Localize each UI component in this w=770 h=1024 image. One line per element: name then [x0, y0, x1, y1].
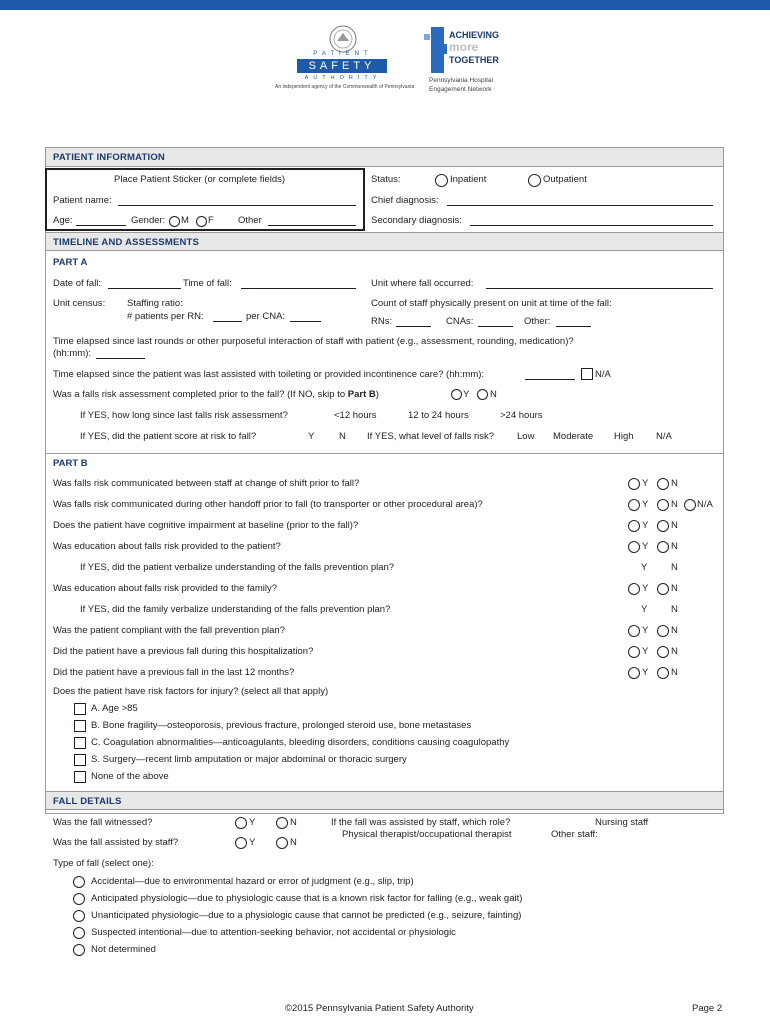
part-b-y-label: Y — [642, 583, 649, 594]
risk-factors-q: Does the patient have risk factors for injury? (select all that apply) — [53, 686, 329, 697]
level-low[interactable]: Low — [517, 431, 535, 442]
patient-name-field[interactable] — [118, 205, 356, 206]
part-b-y-label[interactable]: Y — [641, 604, 648, 615]
part-b-n-radio[interactable] — [657, 625, 669, 637]
time-elapsed-rounds-text: Time elapsed since last rounds or other purposeful interaction of staff with patient (e.g., assessment, rounding, medication)? — [53, 336, 574, 347]
part-b-question: Was education about falls risk provided to the family? — [53, 583, 278, 594]
part-b-y-radio[interactable] — [628, 646, 640, 658]
part-b-question: Was the patient compliant with the fall prevention plan? — [53, 625, 286, 636]
assisted-n-radio[interactable] — [276, 837, 288, 849]
risk-assessment-n-label: N — [490, 389, 497, 400]
toileting-na-checkbox[interactable] — [581, 368, 593, 380]
fall-type-radio[interactable] — [73, 910, 85, 922]
chief-diagnosis-label: Chief diagnosis: — [371, 195, 439, 206]
per-cna-label: per CNA: — [246, 311, 286, 322]
hen-sub1: Pennsylvania Hospital — [429, 77, 493, 84]
count-staff-label: Count of staff physically present on unit at time of the fall: — [371, 298, 612, 309]
patients-per-rn-label: # patients per RN: — [127, 311, 204, 322]
part-b-n-label: N — [671, 520, 678, 531]
h12-24-option[interactable]: 12 to 24 hours — [408, 410, 469, 421]
staffing-ratio-label: Staffing ratio: — [127, 298, 183, 309]
cnas-label: CNAs: — [446, 316, 474, 327]
hen-line2: more — [449, 40, 479, 54]
part-b-n-radio[interactable] — [657, 541, 669, 553]
part-b-na-label: N/A — [697, 499, 713, 510]
role-nursing[interactable]: Nursing staff — [595, 817, 649, 828]
rns-field[interactable] — [396, 326, 431, 327]
timeline-header: TIMELINE AND ASSESSMENTS — [46, 232, 723, 251]
unit-census-label: Unit census: — [53, 298, 106, 309]
risk-factor-checkbox[interactable] — [74, 754, 86, 766]
part-b-question: Was falls risk communicated during other handoff prior to fall (to transporter or other procedural area)? — [53, 499, 483, 510]
part-b-y-label: Y — [642, 541, 649, 552]
part-b-n-label: N — [671, 646, 678, 657]
risk-factor-checkbox[interactable] — [74, 720, 86, 732]
witnessed-n-radio[interactable] — [276, 817, 288, 829]
risk-factor-checkbox[interactable] — [74, 771, 86, 783]
score-risk-y[interactable]: Y — [308, 431, 315, 442]
secondary-diagnosis-field[interactable] — [470, 225, 713, 226]
psa-top-text: PATIENT — [313, 51, 373, 57]
part-b-y-label[interactable]: Y — [641, 562, 648, 573]
time-elapsed-rounds-field[interactable] — [96, 358, 145, 359]
witnessed-q: Was the fall witnessed? — [53, 817, 153, 828]
lt12-option[interactable]: <12 hours — [334, 410, 377, 421]
gender-other-label: Other — [238, 215, 262, 226]
fall-type-radio[interactable] — [73, 893, 85, 905]
part-b-y-label: Y — [642, 625, 649, 636]
part-b-question: Was falls risk communicated between staff at change of shift prior to fall? — [53, 478, 360, 489]
secondary-diagnosis-label: Secondary diagnosis: — [371, 215, 462, 226]
part-b-y-radio[interactable] — [628, 541, 640, 553]
level-q: If YES, what level of falls risk? — [367, 431, 495, 442]
risk-factor-label: S. Surgery—recent limb amputation or major abdominal or thoracic surgery — [91, 754, 407, 765]
part-b-n-label: N — [671, 625, 678, 636]
risk-factor-label: C. Coagulation abnormalities—anticoagulants, bleeding disorders, conditions causing coagulopathy — [91, 737, 510, 748]
part-b-y-radio[interactable] — [628, 499, 640, 511]
time-elapsed-toileting-text: Time elapsed since the patient was last assisted with toileting or provided incontinence care? (hh:mm): — [53, 369, 485, 380]
fall-type-label: Not determined — [91, 944, 156, 955]
part-b-na-radio[interactable] — [684, 499, 696, 511]
fall-type-radio[interactable] — [73, 927, 85, 939]
part-b-y-label: Y — [642, 667, 649, 678]
part-b-n-label: N — [671, 541, 678, 552]
part-b-n-label[interactable]: N — [671, 562, 678, 573]
per-cna-field[interactable] — [290, 321, 321, 322]
outpatient-label: Outpatient — [543, 174, 587, 185]
part-b-question: If YES, did the family verbalize understanding of the falls prevention plan? — [80, 604, 391, 615]
assisted-n-label: N — [290, 837, 297, 848]
risk-assessment-y-label: Y — [463, 389, 470, 400]
part-b-n-label[interactable]: N — [671, 604, 678, 615]
fall-type-label: Accidental—due to environmental hazard or error of judgment (e.g., slip, trip) — [91, 876, 414, 887]
gender-m-radio[interactable] — [169, 216, 180, 227]
risk-factor-checkbox[interactable] — [74, 737, 86, 749]
level-na[interactable]: N/A — [656, 431, 672, 442]
psa-bottom-text: AUTHORITY — [304, 75, 382, 81]
role-q: If the fall was assisted by staff, which role? — [331, 817, 511, 828]
level-moderate[interactable]: Moderate — [553, 431, 594, 442]
risk-assessment-n-radio[interactable] — [477, 389, 488, 400]
assisted-q: Was the fall assisted by staff? — [53, 837, 179, 848]
gender-f-radio[interactable] — [196, 216, 207, 227]
part-b-y-radio[interactable] — [628, 520, 640, 532]
age-label: Age: — [53, 215, 73, 226]
part-b-n-radio[interactable] — [657, 646, 669, 658]
inpatient-label: Inpatient — [450, 174, 487, 185]
part-b-y-radio[interactable] — [628, 478, 640, 490]
part-b-n-label: N — [671, 667, 678, 678]
date-of-fall-label: Date of fall: — [53, 278, 102, 289]
gender-other-field[interactable] — [268, 225, 356, 226]
time-of-fall-field[interactable] — [241, 288, 356, 289]
copyright: ©2015 Pennsylvania Patient Safety Authority — [285, 1003, 474, 1014]
part-b-divider — [46, 453, 723, 454]
assisted-y-radio[interactable] — [235, 837, 247, 849]
gender-label: Gender: — [131, 215, 166, 226]
part-b-n-label: N — [671, 499, 678, 510]
psa-tagline: An independent agency of the Commonwealth of Pennsylvania — [275, 84, 415, 90]
time-of-fall-label: Time of fall: — [183, 278, 232, 289]
part-b-question: Did the patient have a previous fall in the last 12 months? — [53, 667, 295, 678]
part-b-y-radio[interactable] — [628, 667, 640, 679]
part-b-question: If YES, did the patient verbalize understanding of the falls prevention plan? — [80, 562, 395, 573]
inpatient-radio[interactable] — [435, 174, 448, 187]
witnessed-y-radio[interactable] — [235, 817, 247, 829]
fall-type-label: Suspected intentional—due to attention-seeking behavior, not accidental or physiologic — [91, 927, 456, 938]
risk-factor-label: B. Bone fragility—osteoporosis, previous fracture, prolonged steroid use, bone metastases — [91, 720, 472, 731]
part-b-n-radio[interactable] — [657, 478, 669, 490]
patient-name-label: Patient name: — [53, 195, 112, 206]
time-elapsed-rounds-hhmm: (hh:mm): — [53, 348, 91, 359]
cnas-field[interactable] — [478, 326, 513, 327]
fall-type-radio[interactable] — [73, 876, 85, 888]
part-b-question: Was education about falls risk provided to the patient? — [53, 541, 281, 552]
rns-label: RNs: — [371, 316, 393, 327]
sticker-label: Place Patient Sticker (or complete fields) — [114, 174, 286, 185]
part-b-question: Does the patient have cognitive impairment at baseline (prior to the fall)? — [53, 520, 359, 531]
psa-main-text: SAFETY — [297, 59, 387, 73]
time-elapsed-toileting-field[interactable] — [525, 379, 575, 380]
unit-label: Unit where fall occurred: — [371, 278, 474, 289]
hen-dots-icon — [424, 34, 430, 40]
part-a-label: PART A — [53, 257, 88, 268]
gender-f-label: F — [208, 215, 214, 226]
hen-sub2: Engagement Network — [429, 86, 492, 93]
part-b-y-label: Y — [642, 478, 649, 489]
other-staff-count-label: Other: — [524, 316, 551, 327]
fall-type-radio[interactable] — [73, 944, 85, 956]
fall-details-header: FALL DETAILS — [46, 791, 723, 810]
chief-diagnosis-field[interactable] — [447, 205, 713, 206]
gender-m-label: M — [181, 215, 189, 226]
toileting-na-label: N/A — [595, 369, 611, 380]
top-color-bar — [0, 0, 770, 10]
page-number: Page 2 — [692, 1003, 723, 1014]
risk-factor-checkbox[interactable] — [74, 703, 86, 715]
part-b-y-label: Y — [642, 646, 649, 657]
part-b-n-label: N — [671, 478, 678, 489]
fall-type-label: Unanticipated physiologic—due to a physiologic cause that cannot be predicted (e.g., seizure, fainting) — [91, 910, 522, 921]
role-pt-ot[interactable]: Physical therapist/occupational therapist — [342, 829, 512, 840]
part-b-y-label: Y — [642, 520, 649, 531]
assisted-y-label: Y — [249, 837, 256, 848]
gt24-option[interactable]: >24 hours — [500, 410, 543, 421]
score-risk-n[interactable]: N — [339, 431, 346, 442]
risk-assessment-q: Was a falls risk assessment completed prior to the fall? (If NO, skip to Part B) — [53, 389, 379, 400]
unit-field[interactable] — [486, 288, 713, 289]
hen-line1: ACHIEVING — [449, 30, 500, 40]
witnessed-n-label: N — [290, 817, 297, 828]
role-other[interactable]: Other staff: — [551, 829, 598, 840]
part-b-label: PART B — [53, 458, 88, 469]
level-high[interactable]: High — [614, 431, 634, 442]
date-of-fall-field[interactable] — [108, 288, 181, 289]
part-b-n-radio[interactable] — [657, 667, 669, 679]
part-b-question: Did the patient have a previous fall during this hospitalization? — [53, 646, 314, 657]
witnessed-y-label: Y — [249, 817, 256, 828]
part-b-y-radio[interactable] — [628, 583, 640, 595]
status-label: Status: — [371, 174, 401, 185]
hen-line3: TOGETHER — [449, 55, 499, 65]
other-staff-count-field[interactable] — [556, 326, 591, 327]
part-b-y-radio[interactable] — [628, 625, 640, 637]
seal-icon — [326, 24, 360, 54]
part-b-n-label: N — [671, 583, 678, 594]
part-b-n-radio[interactable] — [657, 583, 669, 595]
risk-assessment-y-radio[interactable] — [451, 389, 462, 400]
fall-type-label: Anticipated physiologic—due to physiologic cause that is a known risk factor for falling (e.g., weak gait) — [91, 893, 523, 904]
patients-per-rn-field[interactable] — [213, 321, 242, 322]
risk-factor-label: A. Age >85 — [91, 703, 138, 714]
part-b-y-label: Y — [642, 499, 649, 510]
part-b-n-radio[interactable] — [657, 520, 669, 532]
risk-factor-label: None of the above — [91, 771, 169, 782]
outpatient-radio[interactable] — [528, 174, 541, 187]
part-b-n-radio[interactable] — [657, 499, 669, 511]
patient-info-header: PATIENT INFORMATION — [46, 148, 723, 167]
type-q: Type of fall (select one): — [53, 858, 154, 869]
score-risk-q: If YES, did the patient score at risk to fall? — [80, 431, 257, 442]
how-long-q: If YES, how long since last falls risk assessment? — [80, 410, 288, 421]
age-field[interactable] — [76, 225, 126, 226]
